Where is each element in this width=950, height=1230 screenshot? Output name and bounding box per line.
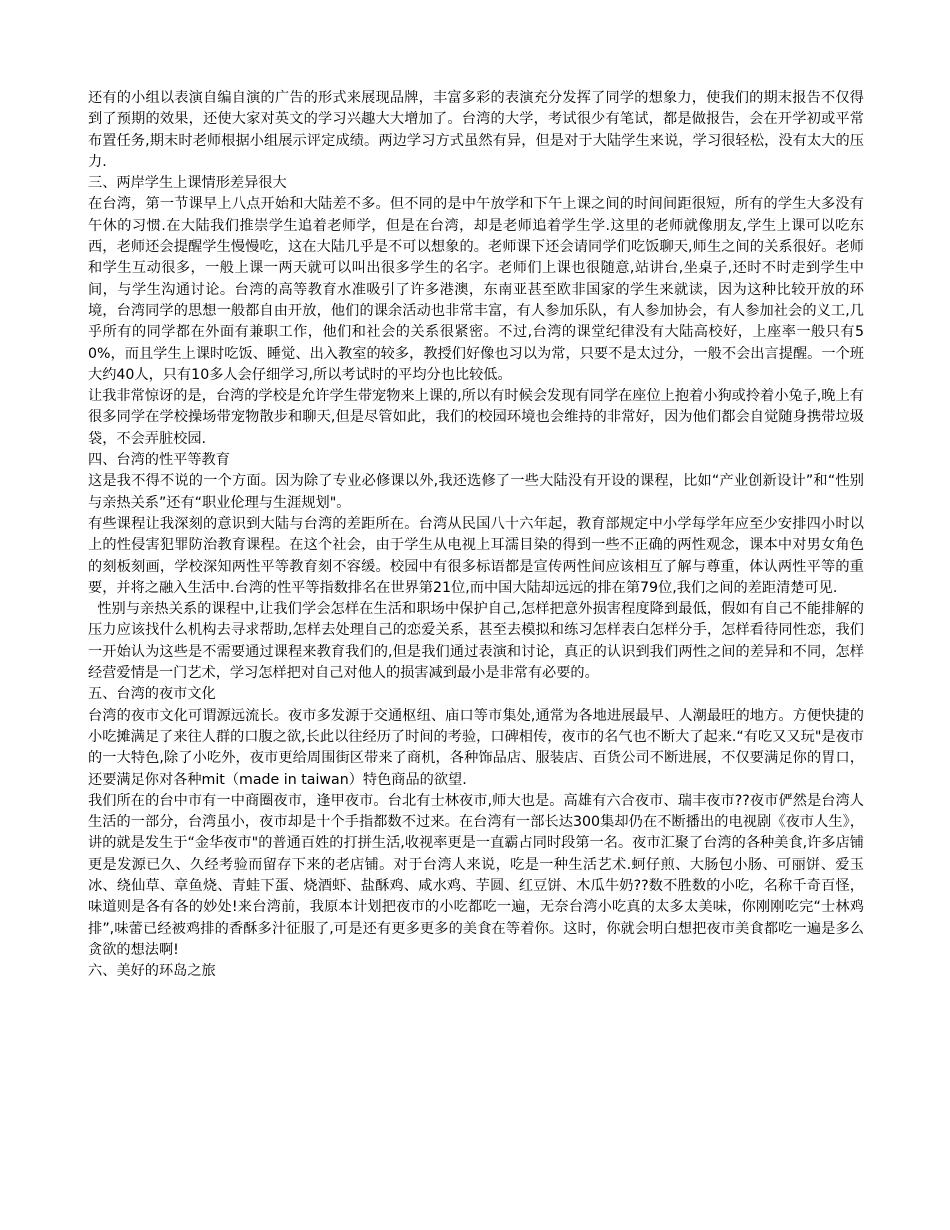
paragraph-class-differences: 在台湾，第一节课早上八点开始和大陆差不多。但不同的是中午放学和下午上课之间的时间间距很短，所有的学生大多没有午休的习惯.在大陆我们推崇学生追着老师学，但是在台湾，却是老师追着学生学.这里的老师就像朋友,学生上课可以吃东西，老师还会提醒学生慢慢吃，这在大陆几乎是不可以想象的。老师课下还会请同学们吃饭聊天,师生之间的关系很好。老师和学生互动很多，一般上课一两天就可以叫出很多学生的名字。老师们上课也很随意,站讲台,坐桌子,还时不时走到学生中间，与学生沟通讨论。台湾的高等教育水准吸引了许多港澳，东南亚甚至欧非国家的学生来就读，因为这种比较开放的环境，台湾同学的思想一般都自由开放，他们的课余活动也非常丰富，有人参加乐队，有人参加协会，有人参加社会的义工,几乎所有的同学都在外面有兼职工作，他们和社会的关系很紧密。不过,台湾的课堂纪律没有大陆高校好，上座率一般只有50%，而且学生上课时吃饭、睡觉、出入教室的较多，教授们好像也习以为常，只要不是太过分，一般不会出言提醒。一个班大约40人，只有10多人会仔细学习,所以考试时的平均分也比较低。 [88, 196, 864, 383]
section-heading-4: 四、台湾的性平等教育 [88, 452, 230, 469]
section-heading-6: 六、美好的环岛之旅 [88, 963, 216, 980]
paragraph-gender-gap: 有些课程让我深刻的意识到大陆与台湾的差距所在。台湾从民国八十六年起，教育部规定中小学每学年应至少安排四小时以上的性侵害犯罪防治教育课程。在这个社会，由于学生从电视上耳濡目染的得到一些不正确的两性观念，课本中对男女角色的刻板刻画，学校深知两性平等教育刻不容缓。校园中有很多标语都是宣传两性间应该相互了解与尊重，体认两性平等的重要，并将之融入生活中.台湾的性平等指数排名在世界第21位,而中国大陆却远远的排在第79位,我们之间的差距清楚可见. [88, 515, 864, 596]
paragraph-night-market-culture: 台湾的夜市文化可谓源远流长。夜市多发源于交通枢纽、庙口等市集处,通常为各地进展最早、人潮最旺的地方。方便快捷的小吃摊满足了来往人群的口腹之欲,长此以往经历了时间的考验，口碑相传，夜市的名气也不断大了起来.“有吃又又玩"是夜市的一大特色,除了小吃外，夜市更给周围街区带来了商机，各种饰品店、服装店、百货公司不断进展，不仅要满足你的胃口，还要满足你对各种mit（made in taiwan）特色商品的欲望. [88, 707, 864, 788]
section-heading-5: 五、台湾的夜市文化 [88, 686, 216, 703]
paragraph-report-style: 还有的小组以表演自编自演的广告的形式来展现品牌，丰富多彩的表演充分发挥了同学的想象力，使我们的期末报告不仅得到了预期的效果，还使大家对英文的学习兴趣大大增加了。台湾的大学，考试很少有笔试，都是做报告，会在开学初或平常布置任务,期末时老师根据小组展示评定成绩。两边学习方式虽然有异，但是对于大陆学生来说，学习很轻松，没有太大的压力. [88, 90, 864, 170]
paragraph-relationship-course: 性别与亲热关系的课程中,让我们学会怎样在生活和职场中保护自己,怎样把意外损害程度降到最低，假如有自己不能排解的压力应该找什么机构去寻求帮助,怎样去处理自己的恋爱关系，甚至去模拟和练习怎样表白怎样分手，怎样看待同性恋，我们一开始认为这些是不需要通过课程来教育我们的,但是我们通过表演和讨论，真正的认识到我们两性之间的差异和不同，怎样经营爱情是一门艺术，学习怎样把对自己对他人的损害减到最小是非常有必要的。 [88, 601, 864, 682]
document-page [88, 88, 864, 982]
section-heading-3: 三、两岸学生上课情形差异很大 [88, 175, 287, 192]
paragraph-night-market-food: 我们所在的台中市有一中商圈夜市，逢甲夜市。台北有士林夜市,师大也是。高雄有六合夜市、瑞丰夜市??夜市俨然是台湾人生活的一部分，台湾虽小，夜市却是十个手指都数不过来。在台湾有一部长达300集却仍在不断播出的电视剧《夜市人生》，讲的就是发生于“金华夜市"的普通百姓的打拼生活,收视率更是一直霸占同时段第一名。夜市汇聚了台湾的各种美食,许多店铺更是发源已久、久经考验而留存下来的老店铺。对于台湾人来说，吃是一种生活艺术.蚵仔煎、大肠包小肠、可丽饼、爱玉冰、绕仙草、章鱼烧、青蛙下蛋、烧酒虾、盐酥鸡、咸水鸡、芋圆、红豆饼、木瓜牛奶??数不胜数的小吃，名称千奇百怪，味道则是各有各的妙处!来台湾前，我原本计划把夜市的小吃都吃一遍，无奈台湾小吃真的太多太美味，你刚刚吃完“士林鸡排”,味蕾已经被鸡排的香酥多汁征服了,可是还有更多更多的美食在等着你。这时，你就会明白想把夜市美食都吃一遍是多么贪欲的想法啊! [88, 792, 864, 958]
paragraph-pets-on-campus: 让我非常惊讶的是，台湾的学校是允许学生带宠物来上课的,所以有时候会发现有同学在座位上抱着小狗或拎着小兔子,晚上有很多同学在学校操场带宠物散步和聊天,但是尽管如此，我们的校园环境也会维持的非常好，因为他们都会自觉随身携带垃圾袋，不会弄脏校园. [88, 388, 864, 447]
paragraph-elective-courses: 这是我不得不说的一个方面。因为除了专业必修课以外,我还选修了一些大陆没有开设的课程，比如“产业创新设计”和“性别与亲热关系”还有“职业伦理与生涯规划"。 [88, 473, 864, 511]
